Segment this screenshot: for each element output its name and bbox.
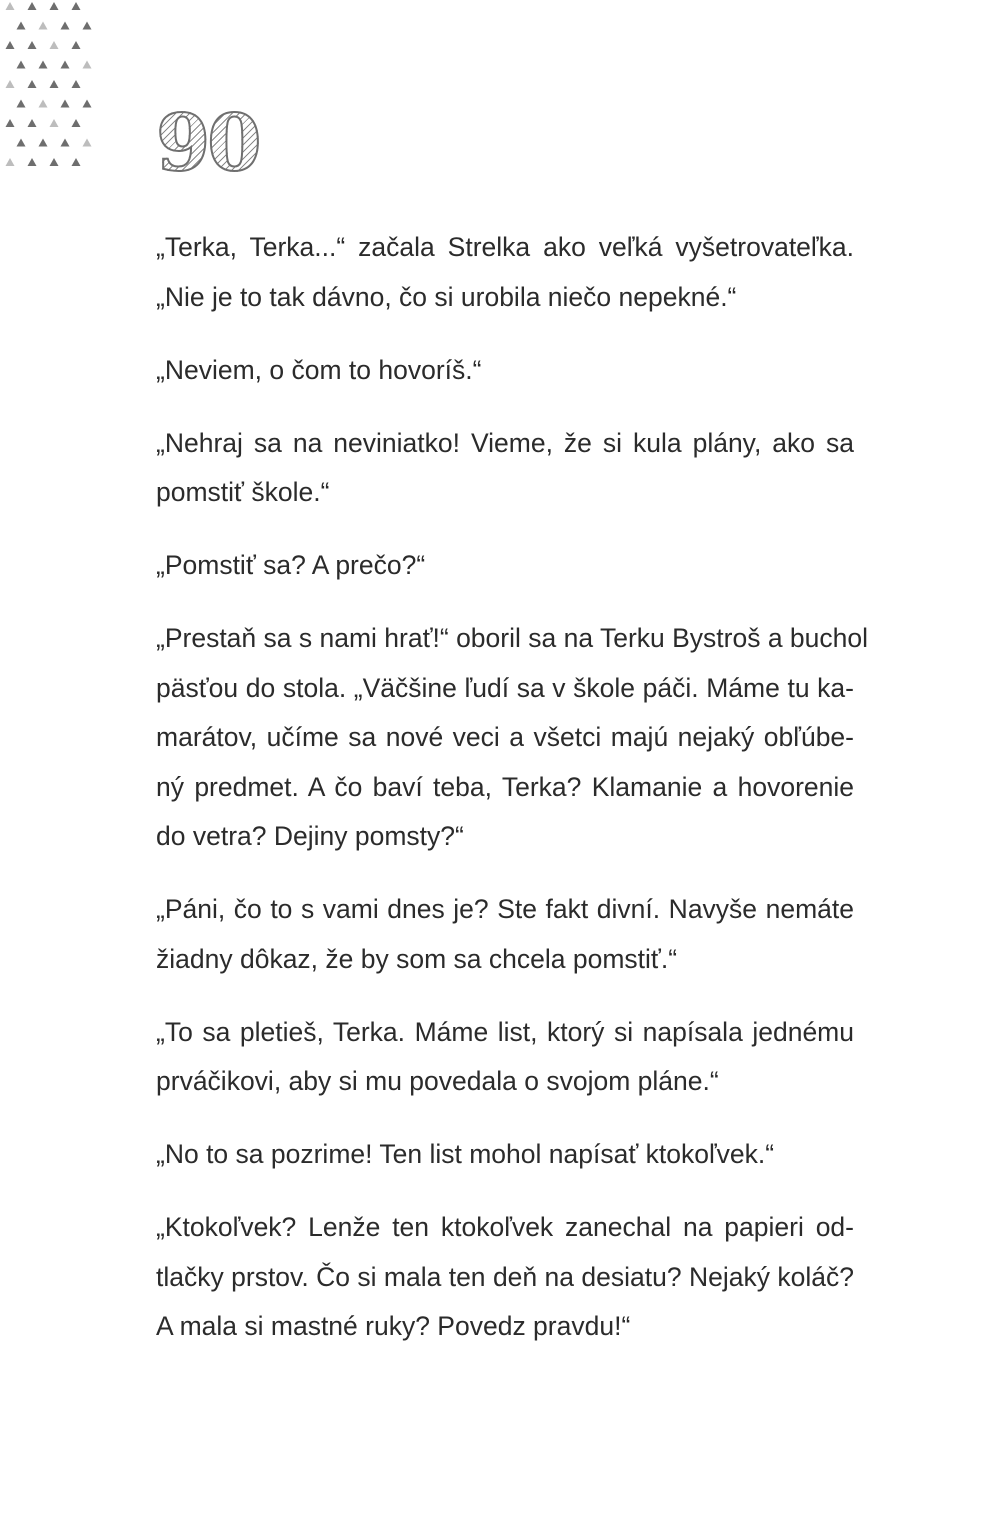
triangle-icon	[50, 2, 59, 10]
paragraph	[156, 1130, 854, 1180]
triangle-icon	[50, 80, 59, 88]
triangle-icon	[72, 119, 81, 127]
triangle-icon	[61, 60, 70, 68]
triangle-icon	[61, 99, 70, 107]
paragraph	[156, 223, 854, 322]
text-line: ný predmet. A čo baví teba, Terka? Klamanie a hovorenie	[156, 771, 854, 802]
triangle-icon	[72, 80, 81, 88]
triangle-icon	[28, 41, 37, 49]
page-number: 90	[156, 98, 259, 189]
text-line: „Pomstiť sa? A prečo?“	[156, 550, 426, 580]
text-line: prváčikovi, aby si mu povedala o svojom pláne.“	[156, 1066, 719, 1096]
triangle-icon	[39, 21, 48, 29]
paragraph	[156, 346, 854, 396]
triangle-icon	[39, 60, 48, 68]
body-text	[156, 223, 869, 1375]
triangle-icon	[83, 60, 92, 68]
triangle-icon	[6, 119, 15, 127]
text-line: pomstiť škole.“	[156, 477, 330, 507]
triangle-icon	[17, 99, 26, 107]
triangle-icon	[28, 158, 37, 166]
triangle-icon	[6, 2, 15, 10]
text-line: „Terka, Terka...“ začala Strelka ako veľká vyšetrovateľka.	[156, 232, 854, 262]
triangle-icon	[28, 80, 37, 88]
triangle-icon	[83, 138, 92, 146]
triangle-icon	[6, 158, 15, 166]
text-line: „Prestaň sa s nami hrať!“ oboril sa na Terku Bystroš a buchol	[156, 623, 869, 653]
triangle-icon	[50, 119, 59, 127]
paragraph	[156, 1203, 854, 1352]
triangle-icon	[17, 60, 26, 68]
triangle-icon	[6, 80, 15, 88]
text-line: „Ktokoľvek? Lenže ten ktokoľvek zanechal na papieri od-	[156, 1212, 854, 1242]
triangle-icon	[50, 158, 59, 166]
triangle-icon	[72, 41, 81, 49]
triangle-pattern-icon	[0, 0, 100, 190]
triangle-icon	[28, 119, 37, 127]
text-line: „Neviem, o čom to hovoríš.“	[156, 354, 482, 385]
paragraph	[156, 1008, 854, 1107]
paragraph	[156, 885, 854, 984]
text-line: päsťou do stola. „Väčšine ľudí sa v škole páči. Máme tu ka-	[156, 672, 854, 703]
triangle-icon	[61, 138, 70, 146]
text-line: „To sa pletieš, Terka. Máme list, ktorý si napísala jednému	[156, 1016, 854, 1047]
triangle-icon	[39, 138, 48, 146]
text-line: marátov, učíme sa nové veci a všetci majú nejaký obľúbe-	[156, 722, 854, 752]
triangle-icon	[72, 2, 81, 10]
text-line: žiadny dôkaz, že by som sa chcela pomstiť.“	[156, 943, 678, 974]
triangle-icon	[6, 41, 15, 49]
triangle-icon	[17, 138, 26, 146]
text-line: tlačky prstov. Čo si mala ten deň na desiatu? Nejaký koláč?	[156, 1261, 854, 1292]
text-line: „Nehraj sa na neviniatko! Vieme, že si kula plány, ako sa	[156, 427, 854, 458]
triangle-icon	[50, 41, 59, 49]
paragraph	[156, 541, 854, 591]
triangle-icon	[61, 21, 70, 29]
triangle-icon	[28, 2, 37, 10]
paragraph	[156, 419, 854, 518]
triangle-icon	[17, 21, 26, 29]
text-line: „No to sa pozrime! Ten list mohol napísať ktokoľvek.“	[156, 1139, 775, 1169]
triangle-icon	[72, 158, 81, 166]
triangle-icon	[83, 21, 92, 29]
triangle-icon	[83, 99, 92, 107]
paragraph	[156, 614, 869, 862]
triangle-icon	[39, 99, 48, 107]
text-line: „Páni, čo to s vami dnes je? Ste fakt divní. Navyše nemáte	[156, 894, 854, 924]
text-line: A mala si mastné ruky? Povedz pravdu!“	[156, 1311, 631, 1341]
text-line: „Nie je to tak dávno, čo si urobila niečo nepekné.“	[156, 281, 737, 312]
text-line: do vetra? Dejiny pomsty?“	[156, 821, 464, 851]
